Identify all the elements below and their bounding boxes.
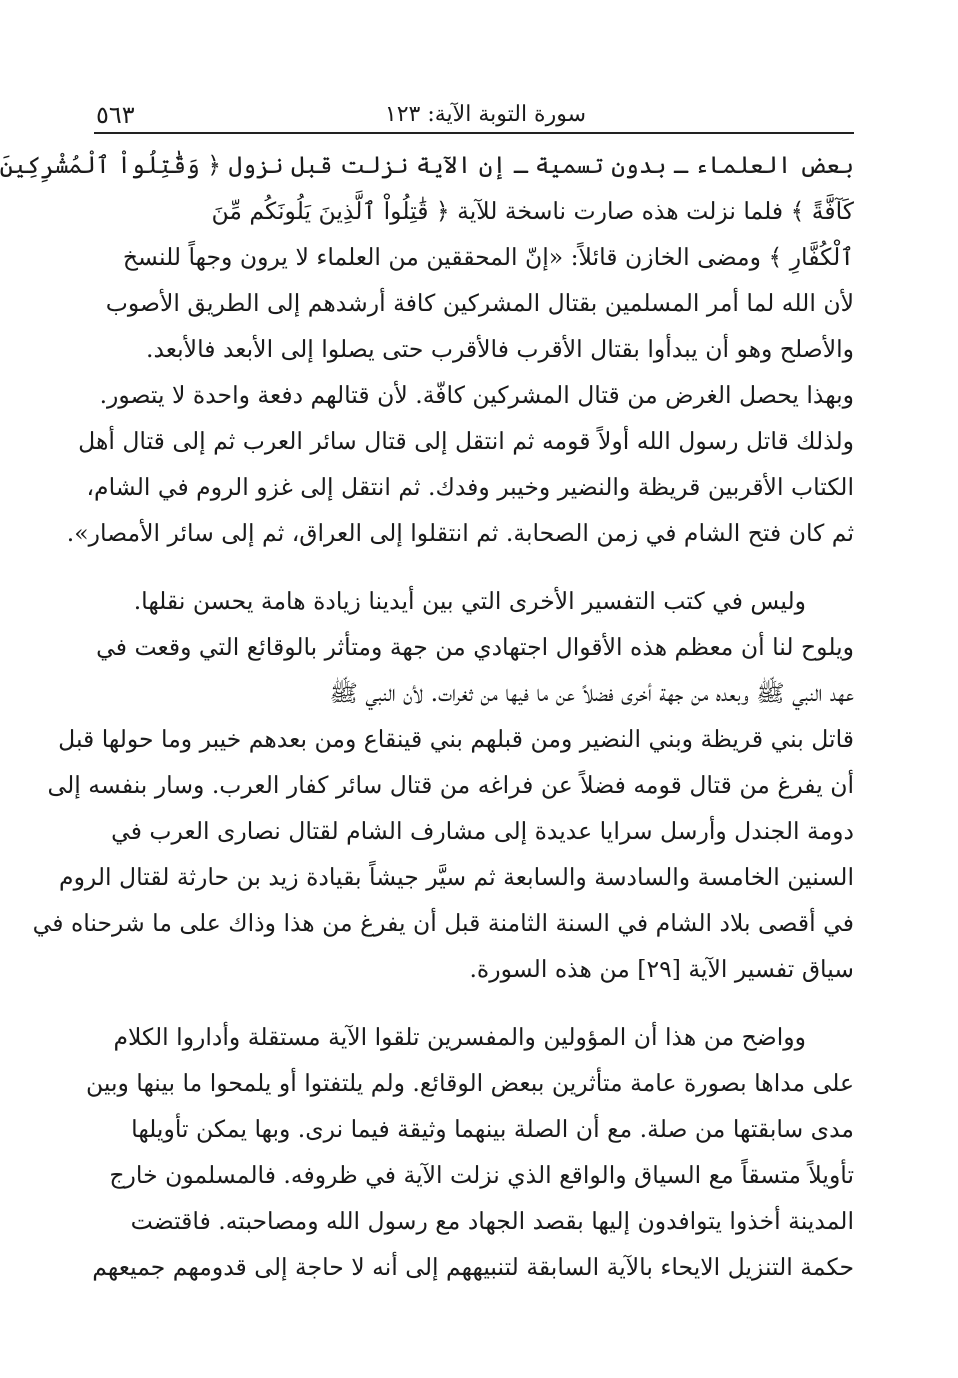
paragraph-2 bbox=[32, 578, 854, 992]
text-line: لأن الله لما أمر المسلمين بقتال المشركين كافة أرشدهم إلى الطريق الأصوب bbox=[105, 289, 854, 317]
text-line: ٱلْكُفَّارِ ﴾ ومضى الخازن قائلاً: «إنّ المحققين من العلماء لا يرون وجهاً للنسخ bbox=[122, 243, 854, 271]
text-line: تأويلاً متسقاً مع السياق والواقع الذي نزلت الآية في ظروفه. فالمسلمون خارج bbox=[109, 1161, 854, 1189]
text-line: على مداها بصورة عامة متأثرين ببعض الوقائع. ولم يلتفتوا أو يلمحوا ما بينها وبين bbox=[85, 1069, 854, 1097]
text-line: وواضح من هذا أن المؤولين والمفسرين تلقوا الآية مستقلة وأداروا الكلام bbox=[113, 1023, 806, 1051]
paragraph-3 bbox=[85, 1014, 854, 1290]
text-line: أن يفرغ من قتال قومه فضلاً عن فراغه من قتال سائر كفار العرب. وسار بنفسه إلى bbox=[47, 771, 854, 799]
text-line: الكتاب الأقربين قريظة والنضير وخيبر وفدك. ثم انتقل إلى غزو الروم في الشام، bbox=[86, 473, 854, 501]
text-line: حكمة التنزيل الايحاء بالآية السابقة لتنبيههم إلى أنه لا حاجة إلى قدومهم جميعهم bbox=[92, 1253, 854, 1281]
text-line: المدينة أخذوا يتوافدون إليها بقصد الجهاد مع رسول الله ومصاحبته. فاقتضت bbox=[130, 1207, 854, 1235]
text-line: مدى سابقتها من صلة. مع أن الصلة بينهما وثيقة فيما نرى. وبها يمكن تأويلها bbox=[131, 1115, 854, 1143]
text-line: دومة الجندل وأرسل سرايا عديدة إلى مشارف الشام لقتال نصارى العرب في bbox=[111, 817, 854, 845]
book-page bbox=[0, 92, 854, 1290]
text-line: وبهذا يحصل الغرض من قتال المشركين كافّة. لأن قتالهم دفعة واحدة لا يتصور. bbox=[99, 381, 854, 409]
text-line: ولذلك قاتل رسول الله أولاً قومه ثم انتقل إلى قتال سائر العرب ثم إلى قتال أهل bbox=[78, 427, 854, 455]
header-title: سورة التوبة الآية: ١٢٣ bbox=[384, 102, 586, 127]
text-line: سياق تفسير الآية [٢٩] من هذه السورة. bbox=[469, 955, 854, 983]
text-line: والأصلح وهو أن يبدأوا بقتال الأقرب فالأقرب حتى يصلوا إلى الأبعد فالأبعد. bbox=[146, 335, 854, 363]
body-text bbox=[0, 142, 854, 1290]
paragraph-1 bbox=[0, 142, 854, 556]
text-line: ثم كان فتح الشام في زمن الصحابة. ثم انتقلوا إلى العراق، ثم إلى سائر الأمصار». bbox=[66, 519, 854, 547]
text-line: ويلوح لنا أن معظم هذه الأقوال اجتهادي من جهة ومتأثر بالوقائع التي وقعت في bbox=[96, 633, 854, 661]
running-header bbox=[94, 92, 854, 134]
text-line: بعض العلماء ـ بدون تسمية ـ إن الآية نزلت قبل نزول ﴿ وَقَٰتِلُواْ ٱلْمُشْرِكِينَ bbox=[0, 151, 854, 179]
page-number: ٥٦٣ bbox=[96, 101, 135, 129]
text-line: في أقصى بلاد الشام في السنة الثامنة قبل أن يفرغ من هذا وذاك على ما شرحناه في bbox=[32, 909, 854, 937]
text-line: كَآفَّةً ﴾ فلما نزلت هذه صارت ناسخة للآية ﴿ قَٰتِلُواْ ٱلَّذِينَ يَلُونَكُم مِّنَ bbox=[211, 197, 854, 225]
text-line: وليس في كتب التفسير الأخرى التي بين أيدينا زيادة هامة يحسن نقلها. bbox=[133, 587, 806, 615]
text-line: السنين الخامسة والسادسة والسابعة ثم سيَّر جيشاً بقيادة زيد بن حارثة لقتال الروم bbox=[59, 863, 854, 891]
text-line: قاتل بني قريظة وبني النضير ومن قبلهم بني قينقاع ومن بعدهم خيبر وما حولها قبل bbox=[58, 725, 854, 753]
text-line: عهد النبي ﷺ وبعده من جهة أخرى فضلاً عن ما فيها من ثغرات. لأن النبي ﷺ bbox=[329, 679, 854, 707]
